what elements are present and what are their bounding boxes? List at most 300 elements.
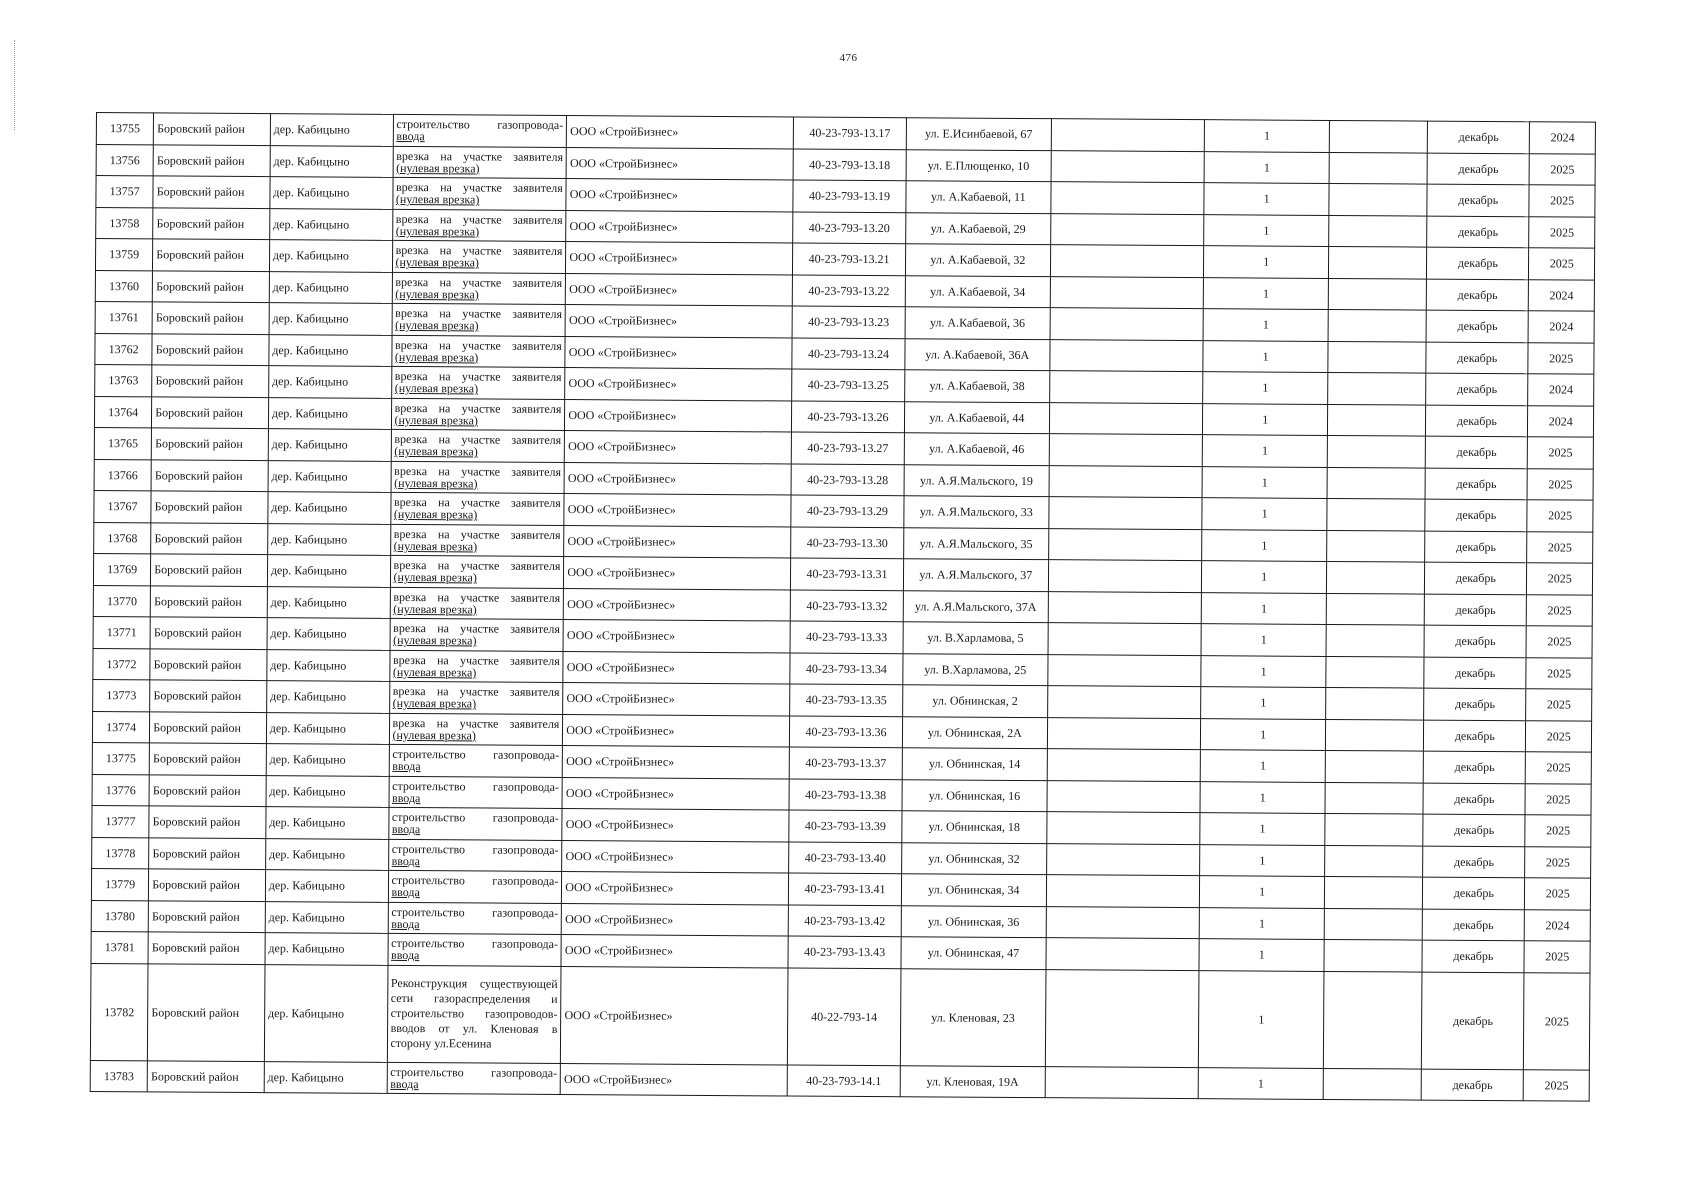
cell-address: ул. Обнинская, 16 <box>902 779 1047 811</box>
cell-organization: ООО «СтройБизнес» <box>566 179 793 212</box>
cell-count: 1 <box>1201 718 1326 750</box>
cell-work-description <box>393 146 567 179</box>
cell-work-description <box>389 681 563 714</box>
cell-district: Боровский район <box>154 113 271 145</box>
cell-organization: ООО «СтройБизнес» <box>563 714 790 747</box>
cell-village: дер. Кабицыно <box>270 145 393 177</box>
work-description-line: вводов от ул. Кленовая в <box>390 1020 558 1036</box>
work-description-line: врезка на участке заявителя <box>393 558 561 574</box>
work-description-line: врезка на участке заявителя <box>394 432 562 448</box>
cell-empty <box>1046 906 1200 938</box>
work-description-line: (нулевая врезка) <box>393 507 478 522</box>
cell-address: ул. Обнинская, 18 <box>902 811 1047 843</box>
cell-month: декабрь <box>1423 846 1525 878</box>
cell-count: 1 <box>1203 309 1328 341</box>
cell-address: ул. Обнинская, 14 <box>902 748 1047 780</box>
cell-month: декабрь <box>1426 373 1528 405</box>
work-description-line: (нулевая врезка) <box>393 538 478 554</box>
cell-district: Боровский район <box>153 144 270 176</box>
cell-empty <box>1329 120 1427 152</box>
work-description-line: ввода <box>391 822 421 837</box>
cell-empty <box>1048 686 1202 718</box>
cell-district: Боровский район <box>150 648 267 680</box>
cell-work-description <box>389 713 563 746</box>
cell-district: Боровский район <box>151 554 268 586</box>
cell-month: декабрь <box>1421 1069 1523 1101</box>
cell-organization: ООО «СтройБизнес» <box>564 494 791 527</box>
cell-work-description <box>388 902 562 935</box>
work-description-line: врезка на участке заявителя <box>395 180 563 196</box>
work-description-line: ввода <box>391 948 420 963</box>
cell-empty <box>1327 467 1425 499</box>
cell-empty <box>1049 497 1203 529</box>
cell-village: дер. Кабицыно <box>267 649 390 681</box>
cell-number: 13769 <box>93 553 150 585</box>
cell-village: дер. Кабицыно <box>268 429 391 461</box>
cell-year: 2025 <box>1526 626 1592 658</box>
cell-month: декабрь <box>1423 783 1525 815</box>
cell-number: 13760 <box>95 270 152 302</box>
cell-year: 2025 <box>1526 720 1592 752</box>
cell-year: 2025 <box>1528 342 1594 374</box>
cell-work-description <box>390 492 564 525</box>
cell-work-description <box>391 429 565 462</box>
cell-empty <box>1326 687 1424 719</box>
cell-address: ул. А.Кабаевой, 34 <box>905 275 1050 307</box>
cell-object-code: 40-23-793-13.25 <box>792 369 905 401</box>
cell-empty <box>1326 624 1424 656</box>
cell-object-code: 40-23-793-13.29 <box>791 495 904 527</box>
cell-empty <box>1050 245 1204 277</box>
cell-district: Боровский район <box>149 806 266 838</box>
cell-empty <box>1047 749 1201 781</box>
registry-table <box>90 112 1596 1102</box>
cell-empty <box>1050 276 1204 308</box>
cell-work-description <box>392 272 566 305</box>
cell-district: Боровский район <box>149 837 266 869</box>
work-description-line: ввода <box>391 885 420 900</box>
cell-year: 2025 <box>1527 531 1593 563</box>
cell-work-description <box>390 587 564 620</box>
cell-address: ул. А.Я.Мальского, 37 <box>903 559 1048 591</box>
cell-number: 13782 <box>90 963 148 1060</box>
cell-month: декабрь <box>1423 751 1525 783</box>
cell-month: декабрь <box>1426 342 1528 374</box>
cell-year: 2025 <box>1524 1069 1590 1101</box>
cell-empty <box>1327 435 1425 467</box>
cell-village: дер. Кабицыно <box>265 870 388 902</box>
cell-empty <box>1328 309 1426 341</box>
cell-village: дер. Кабицыно <box>265 838 388 870</box>
cell-number: 13772 <box>93 648 150 680</box>
cell-organization: ООО «СтройБизнес» <box>565 336 792 369</box>
work-description-line: строительство газопровода- <box>391 936 558 952</box>
cell-district: Боровский район <box>150 711 267 743</box>
cell-work-description <box>387 933 561 966</box>
cell-village: дер. Кабицыно <box>268 460 391 492</box>
cell-organization: ООО «СтройБизнес» <box>563 683 790 716</box>
cell-organization: ООО «СтройБизнес» <box>566 242 793 275</box>
work-description-line: Реконструкция существующей <box>390 975 558 991</box>
cell-district: Боровский район <box>148 900 265 932</box>
work-description-line: врезка на участке заявителя <box>393 621 561 637</box>
work-description-line: сторону ул.Есенина <box>390 1035 492 1051</box>
cell-empty <box>1329 246 1427 278</box>
work-description-line: (нулевая врезка) <box>393 601 477 617</box>
cell-work-description <box>391 366 565 399</box>
cell-year: 2025 <box>1525 846 1591 878</box>
cell-number: 13779 <box>91 868 148 900</box>
cell-village: дер. Кабицыно <box>264 1061 387 1093</box>
cell-month: декабрь <box>1427 216 1529 248</box>
cell-count: 1 <box>1203 372 1328 404</box>
cell-address: ул. А.Я.Мальского, 37А <box>903 590 1048 622</box>
work-description-line: врезка на участке заявителя <box>393 526 561 542</box>
cell-object-code: 40-23-793-13.41 <box>789 873 902 905</box>
cell-count: 1 <box>1204 246 1329 278</box>
cell-village: дер. Кабицыно <box>269 208 392 240</box>
cell-empty <box>1324 908 1422 940</box>
cell-organization: ООО «СтройБизнес» <box>561 935 788 968</box>
cell-month: декабрь <box>1422 940 1524 972</box>
work-description-line: строительство газопровода- <box>390 1064 558 1080</box>
work-description-line: (нулевая врезка) <box>393 633 477 648</box>
cell-number: 13764 <box>94 396 151 428</box>
work-description-line: ввода <box>392 790 421 805</box>
cell-district: Боровский район <box>153 239 270 271</box>
cell-organization: ООО «СтройБизнес» <box>566 273 793 306</box>
cell-number: 13763 <box>95 364 152 396</box>
work-description-line: (нулевая врезка) <box>395 286 479 302</box>
cell-object-code: 40-23-793-13.34 <box>790 652 903 684</box>
page-number: 476 <box>839 52 858 64</box>
cell-empty <box>1325 719 1423 751</box>
cell-object-code: 40-23-793-13.38 <box>789 778 902 810</box>
cell-district: Боровский район <box>152 396 269 428</box>
work-description-line: врезка на участке заявителя <box>392 715 560 731</box>
cell-work-description <box>390 524 564 557</box>
cell-organization: ООО «СтройБизнес» <box>564 462 791 495</box>
cell-month: декабрь <box>1424 657 1526 689</box>
cell-empty <box>1327 498 1425 530</box>
cell-work-description <box>389 776 563 809</box>
cell-empty <box>1051 213 1205 245</box>
cell-work-description <box>391 461 565 494</box>
cell-village: дер. Кабицыно <box>268 492 391 524</box>
cell-empty <box>1048 654 1202 686</box>
cell-empty <box>1047 843 1201 875</box>
cell-organization: ООО «СтройБизнес» <box>562 872 789 905</box>
cell-empty <box>1047 812 1201 844</box>
cell-count: 1 <box>1200 781 1325 813</box>
work-description-line: врезка на участке заявителя <box>395 274 563 290</box>
work-description-line: (нулевая врезка) <box>395 223 480 239</box>
cell-year: 2025 <box>1525 783 1591 815</box>
registry-table-body <box>90 113 1595 1102</box>
cell-count: 1 <box>1203 435 1328 467</box>
cell-village: дер. Кабицыно <box>265 933 388 965</box>
work-description-line: сети газораспределения и <box>390 990 558 1006</box>
cell-count: 1 <box>1201 655 1326 687</box>
cell-number: 13780 <box>91 900 148 932</box>
cell-district: Боровский район <box>152 302 269 334</box>
cell-month: декабрь <box>1427 247 1529 279</box>
cell-work-description <box>387 965 561 1063</box>
cell-work-description <box>388 807 562 840</box>
cell-year: 2025 <box>1524 972 1590 1069</box>
cell-organization: ООО «СтройБизнес» <box>563 651 790 684</box>
cell-village: дер. Кабицыно <box>265 901 388 933</box>
cell-count: 1 <box>1204 214 1329 246</box>
cell-organization: ООО «СтройБизнес» <box>562 777 789 810</box>
work-description-line: врезка на участке заявителя <box>394 369 562 385</box>
work-description-line: врезка на участке заявителя <box>395 243 563 259</box>
margin-scan-marks <box>14 40 19 130</box>
cell-month: декабрь <box>1423 814 1525 846</box>
cell-month: декабрь <box>1424 720 1526 752</box>
cell-year: 2024 <box>1525 909 1591 941</box>
cell-number: 13783 <box>90 1060 147 1092</box>
cell-month: декабрь <box>1426 405 1528 437</box>
work-description-line: (нулевая врезка) <box>394 444 478 459</box>
cell-month: декабрь <box>1425 499 1527 531</box>
cell-count: 1 <box>1200 907 1325 939</box>
cell-object-code: 40-23-793-13.21 <box>793 243 906 275</box>
cell-address: ул. А.Кабаевой, 29 <box>905 212 1050 244</box>
cell-year: 2025 <box>1527 563 1593 595</box>
cell-month: декабрь <box>1422 972 1525 1070</box>
cell-district: Боровский район <box>147 1060 264 1092</box>
cell-number: 13767 <box>94 490 151 522</box>
cell-year: 2024 <box>1528 405 1594 437</box>
cell-village: дер. Кабицыно <box>267 555 390 587</box>
cell-year: 2025 <box>1527 594 1593 626</box>
cell-month: декабрь <box>1427 153 1529 185</box>
cell-organization: ООО «СтройБизнес» <box>564 525 791 558</box>
cell-count: 1 <box>1204 183 1329 215</box>
cell-count: 1 <box>1202 529 1327 561</box>
cell-count: 1 <box>1201 624 1326 656</box>
cell-address: ул. Обнинская, 2А <box>902 716 1047 748</box>
cell-district: Боровский район <box>153 270 270 302</box>
registry-table-wrapper <box>90 112 1596 1102</box>
work-description-line: врезка на участке заявителя <box>392 684 560 700</box>
cell-work-description <box>390 618 564 651</box>
work-description-line: врезка на участке заявителя <box>394 337 562 353</box>
cell-number: 13759 <box>95 239 152 271</box>
cell-number: 13775 <box>92 742 149 774</box>
cell-object-code: 40-23-793-13.39 <box>789 810 902 842</box>
cell-count: 1 <box>1201 750 1326 782</box>
cell-empty <box>1051 119 1205 151</box>
cell-village: дер. Кабицыно <box>266 744 389 776</box>
cell-object-code: 40-23-793-13.36 <box>790 715 903 747</box>
cell-year: 2025 <box>1525 815 1591 847</box>
cell-village: дер. Кабицыно <box>268 397 391 429</box>
work-description-line: врезка на участке заявителя <box>394 400 562 416</box>
cell-empty <box>1325 750 1423 782</box>
cell-number: 13762 <box>95 333 152 365</box>
cell-object-code: 40-23-793-13.42 <box>788 904 901 936</box>
cell-empty <box>1050 339 1204 371</box>
cell-object-code: 40-23-793-13.26 <box>792 401 905 433</box>
cell-empty <box>1329 152 1427 184</box>
work-description-line: строительство газопровода- <box>391 873 559 889</box>
work-description-line: строительство газопровода- <box>391 841 559 857</box>
cell-empty <box>1047 717 1201 749</box>
cell-month: декабрь <box>1425 531 1527 563</box>
cell-district: Боровский район <box>150 585 267 617</box>
cell-month: декабрь <box>1424 625 1526 657</box>
cell-object-code: 40-23-793-13.35 <box>790 684 903 716</box>
work-description-line: (нулевая врезка) <box>394 381 479 396</box>
cell-empty <box>1328 341 1426 373</box>
cell-organization: ООО «СтройБизнес» <box>564 588 791 621</box>
cell-count: 1 <box>1199 970 1324 1068</box>
cell-number: 13781 <box>91 931 148 963</box>
cell-work-description <box>389 650 563 683</box>
cell-count: 1 <box>1202 498 1327 530</box>
cell-number: 13756 <box>96 144 153 176</box>
cell-district: Боровский район <box>151 459 268 491</box>
cell-village: дер. Кабицыно <box>266 807 389 839</box>
cell-number: 13758 <box>96 207 153 239</box>
cell-district: Боровский район <box>151 522 268 554</box>
work-description-line: (нулевая врезка) <box>395 192 480 207</box>
cell-month: декабрь <box>1425 468 1527 500</box>
cell-empty <box>1325 782 1423 814</box>
cell-object-code: 40-23-793-13.31 <box>791 558 904 590</box>
cell-year: 2024 <box>1530 122 1596 154</box>
cell-number: 13773 <box>93 679 150 711</box>
cell-empty <box>1045 1066 1199 1098</box>
cell-object-code: 40-23-793-13.37 <box>790 747 903 779</box>
cell-year: 2025 <box>1525 878 1591 910</box>
cell-number: 13765 <box>94 427 151 459</box>
cell-empty <box>1051 182 1205 214</box>
cell-object-code: 40-23-793-13.18 <box>793 149 906 181</box>
cell-organization: ООО «СтройБизнес» <box>562 903 789 936</box>
cell-work-description <box>391 335 565 368</box>
cell-work-description <box>393 114 567 147</box>
cell-organization: ООО «СтройБизнес» <box>561 966 789 1064</box>
cell-month: декабрь <box>1423 877 1525 909</box>
cell-address: ул. А.Я.Мальского, 19 <box>904 464 1049 496</box>
cell-empty <box>1324 939 1422 971</box>
cell-number: 13778 <box>92 837 149 869</box>
cell-address: ул. Обнинская, 47 <box>901 937 1046 969</box>
cell-village: дер. Кабицыно <box>269 303 392 335</box>
cell-address: ул. Обнинская, 2 <box>902 685 1047 717</box>
cell-village: дер. Кабицыно <box>266 681 389 713</box>
cell-organization: ООО «СтройБизнес» <box>565 399 792 432</box>
cell-address: ул. А.Я.Мальского, 33 <box>904 496 1049 528</box>
cell-address: ул. Кленовая, 19А <box>900 1065 1045 1097</box>
work-description-line: ввода <box>391 853 421 868</box>
work-description-line: врезка на участке заявителя <box>394 463 562 479</box>
cell-organization: ООО «СтройБизнес» <box>564 557 791 590</box>
cell-count: 1 <box>1199 939 1324 971</box>
cell-address: ул. А.Кабаевой, 46 <box>904 433 1049 465</box>
cell-address: ул. В.Харламова, 5 <box>903 622 1048 654</box>
cell-object-code: 40-23-793-13.24 <box>792 338 905 370</box>
cell-empty <box>1324 876 1422 908</box>
cell-work-description <box>388 839 562 872</box>
work-description-line: строительство газопровода- <box>396 117 564 133</box>
cell-organization: ООО «СтройБизнес» <box>562 809 789 842</box>
cell-organization: ООО «СтройБизнес» <box>565 368 792 401</box>
work-description-line: строительство газопровода- <box>391 810 559 826</box>
cell-district: Боровский район <box>151 491 268 523</box>
cell-object-code: 40-23-793-13.43 <box>788 936 901 968</box>
cell-village: дер. Кабицыно <box>266 775 389 807</box>
cell-number: 13755 <box>96 113 153 145</box>
cell-month: декабрь <box>1427 184 1529 216</box>
cell-organization: ООО «СтройБизнес» <box>560 1063 787 1096</box>
cell-count: 1 <box>1203 340 1328 372</box>
work-description-line: (нулевая врезка) <box>394 349 479 365</box>
work-description-line: врезка на участке заявителя <box>392 652 560 668</box>
work-description-line: ввода <box>396 129 425 144</box>
cell-object-code: 40-23-793-13.32 <box>791 589 904 621</box>
cell-object-code: 40-23-793-13.23 <box>792 306 905 338</box>
cell-empty <box>1048 591 1202 623</box>
cell-year: 2024 <box>1528 374 1594 406</box>
cell-address: ул. А.Кабаевой, 36А <box>905 338 1050 370</box>
cell-empty <box>1049 402 1203 434</box>
cell-village: дер. Кабицыно <box>269 334 392 366</box>
cell-village: дер. Кабицыно <box>267 523 390 555</box>
cell-address: ул. Обнинская, 32 <box>901 842 1046 874</box>
cell-year: 2024 <box>1529 311 1595 343</box>
cell-month: декабрь <box>1426 310 1528 342</box>
cell-organization: ООО «СтройБизнес» <box>565 431 792 464</box>
cell-work-description <box>392 177 566 210</box>
cell-month: декабрь <box>1424 688 1526 720</box>
cell-month: декабрь <box>1425 436 1527 468</box>
cell-district: Боровский район <box>153 207 270 239</box>
cell-object-code: 40-23-793-13.33 <box>790 621 903 653</box>
cell-year: 2025 <box>1528 437 1594 469</box>
cell-work-description <box>388 870 562 903</box>
work-description-line: строительство газопровода- <box>391 904 559 920</box>
cell-empty <box>1047 780 1201 812</box>
work-description-line: (нулевая врезка) <box>392 696 477 711</box>
work-description-line: ввода <box>391 916 420 931</box>
cell-work-description <box>392 303 566 336</box>
cell-number: 13770 <box>93 585 150 617</box>
cell-count: 1 <box>1203 403 1328 435</box>
work-description-line: строительство газопровода- <box>392 747 560 763</box>
cell-month: декабрь <box>1426 279 1528 311</box>
cell-organization: ООО «СтройБизнес» <box>563 620 790 653</box>
cell-year: 2025 <box>1526 752 1592 784</box>
cell-count: 1 <box>1200 844 1325 876</box>
work-description-line: (нулевая врезка) <box>396 160 480 176</box>
cell-number: 13774 <box>92 711 149 743</box>
cell-object-code: 40-23-793-13.19 <box>793 180 906 212</box>
cell-number: 13771 <box>93 616 150 648</box>
cell-empty <box>1329 215 1427 247</box>
cell-object-code: 40-22-793-14 <box>788 967 901 1065</box>
cell-address: ул. Обнинская, 36 <box>901 905 1046 937</box>
cell-village: дер. Кабицыно <box>264 964 387 1062</box>
work-description-line: (нулевая врезка) <box>394 475 478 491</box>
cell-address: ул. А.Кабаевой, 44 <box>904 401 1049 433</box>
cell-count: 1 <box>1202 592 1327 624</box>
cell-district: Боровский район <box>150 680 267 712</box>
work-description-line: врезка на участке заявителя <box>393 495 561 511</box>
